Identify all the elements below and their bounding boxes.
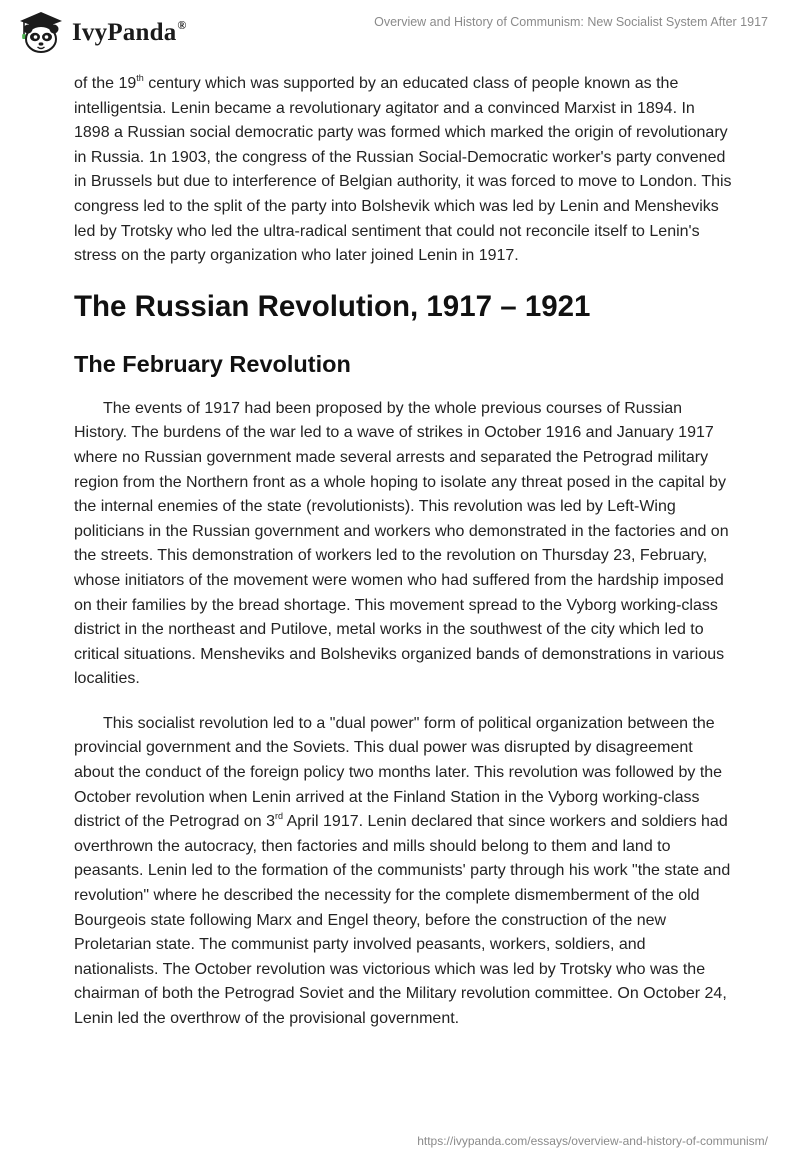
panda-graduate-icon: [14, 9, 68, 55]
superscript: th: [136, 73, 144, 83]
intro-paragraph: of the 19th century which was supported by an educated class of people known as the intelligentsia. Lenin became a revolutionary agitator and a convinced Marxist in 1894. In 1898 a Russian social democratic party was formed which marked the origin of revolutionary in Russia. 1n 1903, the congress of the Russian Social-Democratic worker's party convened in Brussels but due to interference of Belgian authority, it was forced to move to London. This congress led to the split of the party into Bolshevik which was led by Lenin and Mensheviks led by Trotsky who led the ultra-radical sentiment that could not reconcile itself to Lenin's stress on the party organization who later joined Lenin in 1917.: [74, 73, 732, 265]
subsection-heading: The February Revolution: [74, 350, 351, 377]
logo-text: IvyPanda®: [72, 18, 187, 46]
document-title: Overview and History of Communism: New Socialist System After 1917: [374, 15, 768, 29]
ivypanda-logo[interactable]: [14, 9, 187, 55]
essay-content: [74, 72, 734, 1032]
page-header: [0, 0, 800, 68]
source-url-link[interactable]: https://ivypanda.com/essays/overview-and-history-of-communism/: [417, 1134, 768, 1148]
superscript: rd: [275, 811, 284, 822]
body-paragraph-2: This socialist revolution led to a "dual power" form of political organization between the provincial government and the Soviets. This dual power was disrupted by disagreement about the conduct of the foreign policy two months later. This revolution was followed by the October revolution when Lenin arrived at the Finland Station in the Vyborg working-class district of the Petrograd on 3rd April 1917. Lenin declared that since workers and soldiers had overthrown the autocracy, then factories and mills should belong to them and land to peasants. Lenin led to the formation of the communists' party through his work "the state and revolution" where he described the necessity for the complete dismemberment of the old Bourgeois state following Marx and Engel theory, before the construction of the new Proletarian state. The communist party involved peasants, workers, soldiers, and nationalists. The October revolution was victorious which was led by Trotsky who was the chairman of both the Petrograd Soviet and the Military revolution committee. On October 24, Lenin led the overthrow of the provisional government.: [74, 714, 731, 1027]
section-heading: The Russian Revolution, 1917 – 1921: [74, 289, 591, 323]
body-paragraph-1: The events of 1917 had been proposed by the whole previous courses of Russian History. The burdens of the war led to a wave of strikes in October 1916 and January 1917 where no Russian government made several arrests and separated the Petrograd military region from the Northern front as a whole hoping to isolate any threat posed in the capital by the internal enemies of the state (revolutionists). This revolution was led by Left-Wing politicians in the Russian government and workers who demonstrated in the factories and on the streets. This demonstration of workers led to the revolution on Thursday 23, February, whose initiators of the movement were women who had suffered from the hardship imposed on their families by the bread shortage. This movement spread to the Vyborg working-class district in the northeast and Putilove, metal works in the southwest of the city which led to critical situations. Mensheviks and Bolsheviks organized bands of demonstrations in various localities.: [74, 399, 729, 688]
registered-mark: ®: [177, 18, 187, 32]
